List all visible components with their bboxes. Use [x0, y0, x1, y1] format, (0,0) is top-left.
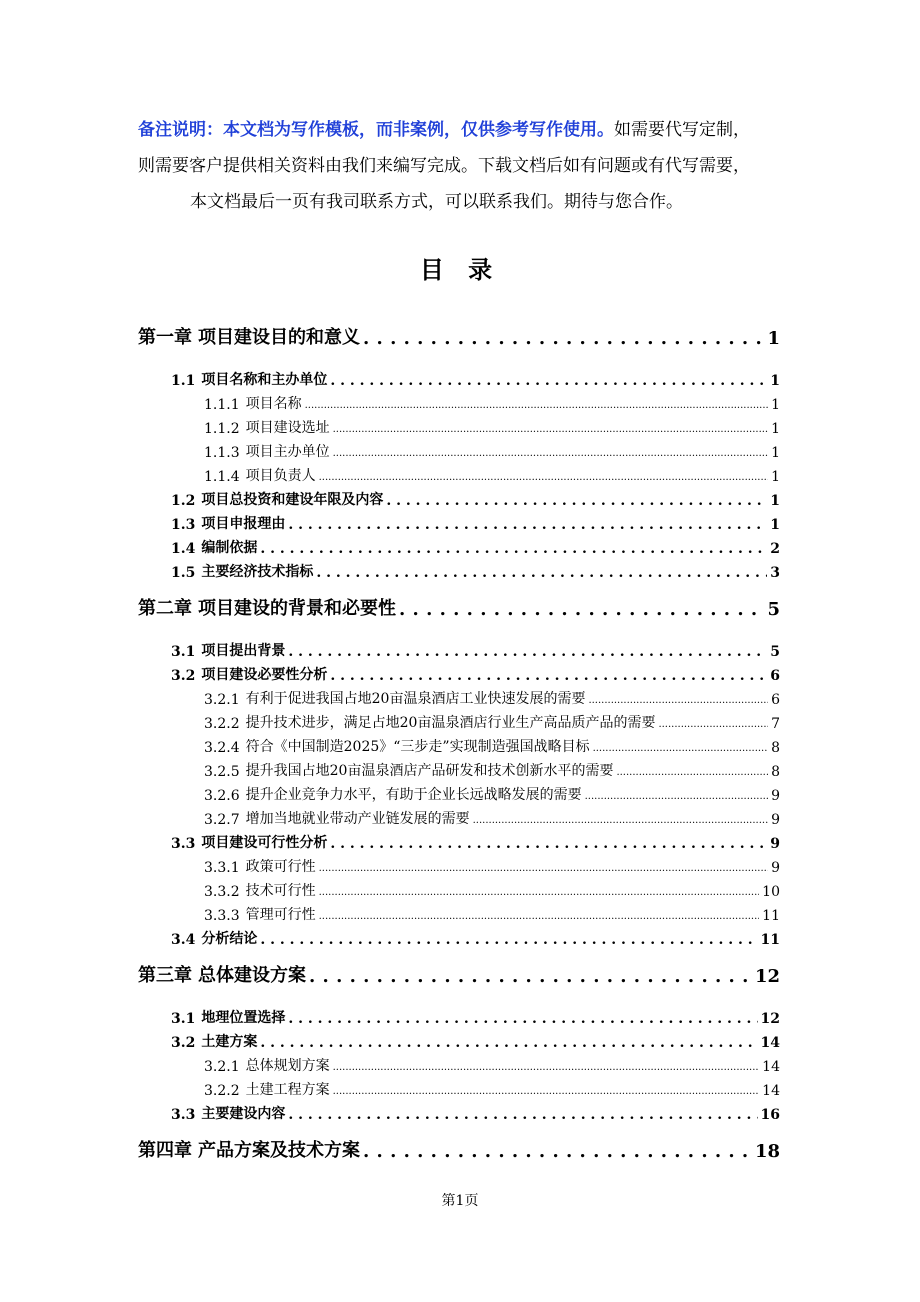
toc-leader-dots: [473, 814, 768, 828]
toc-entry-title: 项目负责人: [245, 468, 316, 484]
toc-entry-title: 提升技术进步，满足占地20亩温泉酒店行业生产高品质产品的需要: [245, 715, 656, 731]
toc-entry[interactable]: [171, 1007, 780, 1027]
toc-entry-page: 12: [754, 966, 780, 987]
toc-entry-page: 1: [771, 421, 780, 437]
toc-entry[interactable]: [138, 325, 780, 349]
toc-entry-title: 有利于促进我国占地20亩温泉酒店工业快速发展的需要: [245, 691, 586, 707]
toc-leader-dots: [316, 565, 767, 581]
toc-entry-number: 3.2.7: [204, 812, 240, 828]
toc-entry-number: 3.1: [171, 1011, 196, 1027]
toc-entry-number: 3.3.1: [204, 860, 240, 876]
toc-entry-page: 8: [771, 764, 780, 780]
toc-entry-page: 1: [770, 373, 780, 389]
toc-entry-page: 8: [771, 740, 780, 756]
template-notice: [138, 112, 788, 220]
toc-entry[interactable]: [171, 1031, 780, 1051]
toc-entry-title: 符合《中国制造2025》“三步走”实现制造强国战略目标: [245, 739, 590, 755]
notice-line-2: 则需要客户提供相关资料由我们来编写完成。下载文档后如有问题或有代写需要，: [138, 156, 750, 176]
toc-entry-number: 1.5: [171, 565, 196, 581]
toc-leader-dots: [288, 1011, 757, 1027]
toc-entry-page: 1: [771, 469, 780, 485]
toc-entry[interactable]: [204, 904, 780, 924]
toc-leader-dots: [330, 373, 767, 389]
toc-entry-number: 3.3: [171, 836, 196, 852]
toc-entry[interactable]: [204, 760, 780, 780]
toc-entry-title: 地理位置选择: [201, 1010, 286, 1026]
toc-entry[interactable]: [171, 369, 780, 389]
toc-leader-dots: [333, 423, 768, 437]
toc-entry-number: 3.2: [171, 668, 196, 684]
toc-entry-number: 1.2: [171, 493, 196, 509]
toc-entry-page: 10: [762, 884, 780, 900]
toc-entry[interactable]: [171, 640, 780, 660]
toc-entry-page: 5: [767, 599, 780, 620]
toc-entry-title: 增加当地就业带动产业链发展的需要: [245, 811, 470, 827]
toc-entry[interactable]: [204, 712, 780, 732]
toc-entry-number: 3.3: [171, 1107, 196, 1123]
toc-entry-page: 9: [771, 812, 780, 828]
toc-entry-number: 3.2.2: [204, 1083, 240, 1099]
toc-entry[interactable]: [204, 417, 780, 437]
toc-entry[interactable]: [171, 489, 780, 509]
toc-entry-number: 第四章: [138, 1140, 192, 1161]
toc-leader-dots: [588, 694, 768, 708]
toc-entry-number: 3.4: [171, 932, 196, 948]
toc-entry-page: 16: [760, 1107, 780, 1123]
toc-entry[interactable]: [204, 808, 780, 828]
toc-entry[interactable]: [204, 688, 780, 708]
toc-entry-page: 11: [760, 932, 780, 948]
toc-leader-dots: [593, 742, 769, 756]
toc-entry-number: 1.1.4: [204, 469, 240, 485]
toc-entry-title: 总体建设方案: [198, 965, 306, 986]
toc-leader-dots: [330, 668, 767, 684]
toc-entry-page: 11: [762, 908, 780, 924]
toc-entry-title: 项目申报理由: [201, 516, 286, 532]
toc-entry-page: 14: [762, 1083, 780, 1099]
toc-entry-title: 项目名称: [245, 396, 302, 412]
toc-entry-number: 1.1.3: [204, 445, 240, 461]
toc-entry[interactable]: [204, 784, 780, 804]
toc-entry-page: 9: [770, 836, 780, 852]
toc-leader-dots: [288, 1107, 757, 1123]
toc-entry-number: 第二章: [138, 598, 192, 619]
notice-line-1: [138, 112, 788, 148]
toc-entry-title: 项目建设目的和意义: [198, 327, 360, 348]
toc-leader-dots: [333, 1085, 760, 1099]
toc-entry-page: 1: [767, 328, 780, 349]
toc-entry-page: 1: [771, 445, 780, 461]
toc-entry[interactable]: [204, 393, 780, 413]
toc-entry-page: 2: [770, 541, 780, 557]
toc-entry-title: 项目建设必要性分析: [201, 667, 328, 683]
toc-entry-number: 1.1: [171, 373, 196, 389]
toc-entry-title: 总体规划方案: [245, 1058, 330, 1074]
toc-entry[interactable]: [171, 928, 780, 948]
toc-entry-page: 6: [770, 668, 780, 684]
toc-entry-page: 5: [770, 644, 780, 660]
toc-entry-number: 3.2.5: [204, 764, 240, 780]
toc-leader-dots: [333, 1061, 760, 1075]
toc-leader-dots: [363, 328, 764, 349]
toc-leader-dots: [288, 644, 767, 660]
toc-entry-title: 编制依据: [201, 540, 258, 556]
toc-leader-dots: [658, 718, 768, 732]
toc-entry-title: 土建方案: [201, 1034, 258, 1050]
toc-entry[interactable]: [204, 441, 780, 461]
toc-entry-number: 3.3.3: [204, 908, 240, 924]
toc-entry-title: 技术可行性: [245, 883, 316, 899]
toc-entry-number: 1.3: [171, 517, 196, 533]
toc-entry-number: 1.1.2: [204, 421, 240, 437]
toc-entry-page: 9: [771, 860, 780, 876]
toc-entry-title: 提升我国占地20亩温泉酒店产品研发和技术创新水平的需要: [245, 763, 614, 779]
toc-entry-number: 第一章: [138, 327, 192, 348]
toc-leader-dots: [585, 790, 768, 804]
toc-entry-number: 第三章: [138, 965, 192, 986]
notice-line-1-rest: 如需要代写定制，: [614, 120, 750, 140]
toc-entry-title: 管理可行性: [245, 907, 316, 923]
toc-entry-page: 6: [771, 692, 780, 708]
toc-entry-title: 提升企业竞争力水平，有助于企业长远战略发展的需要: [245, 787, 582, 803]
toc-entry-number: 3.1: [171, 644, 196, 660]
toc-entry-number: 3.2.4: [204, 740, 240, 756]
toc-entry-page: 9: [771, 788, 780, 804]
toc-entry-page: 3: [770, 565, 780, 581]
toc-entry-number: 3.2: [171, 1035, 196, 1051]
toc-leader-dots: [616, 766, 768, 780]
toc-leader-dots: [330, 836, 767, 852]
toc-entry[interactable]: [138, 596, 780, 620]
toc-entry-page: 7: [771, 716, 780, 732]
page-footer: 第1页: [441, 1193, 479, 1209]
toc-entry-title: 项目建设的背景和必要性: [198, 598, 396, 619]
toc-leader-dots: [288, 517, 767, 533]
toc-entry[interactable]: [138, 1138, 780, 1162]
toc-entry-page: 18: [754, 1141, 780, 1162]
toc-entry-title: 项目总投资和建设年限及内容: [201, 492, 384, 508]
notice-line-3: 本文档最后一页有我司联系方式，可以联系我们。期待与您合作。: [190, 192, 683, 212]
toc-leader-dots: [319, 910, 760, 924]
toc-entry-title: 主要经济技术指标: [201, 564, 314, 580]
toc-leader-dots: [260, 1035, 757, 1051]
toc-entry[interactable]: [138, 963, 780, 987]
toc-entry-title: 项目提出背景: [201, 643, 286, 659]
toc-leader-dots: [386, 493, 767, 509]
toc-entry-title: 项目建设可行性分析: [201, 835, 328, 851]
toc-entry-number: 1.4: [171, 541, 196, 557]
toc-leader-dots: [260, 932, 757, 948]
toc-entry-page: 1: [770, 493, 780, 509]
toc-entry-number: 3.3.2: [204, 884, 240, 900]
toc-leader-dots: [319, 886, 760, 900]
toc-entry[interactable]: [204, 880, 780, 900]
toc-entry[interactable]: [171, 1103, 780, 1123]
toc-leader-dots: [333, 447, 768, 461]
toc-entry[interactable]: [204, 1055, 780, 1075]
toc-entry-title: 项目建设选址: [245, 420, 330, 436]
toc-entry[interactable]: [171, 537, 780, 557]
toc-entry[interactable]: [204, 736, 780, 756]
toc-entry-page: 12: [760, 1011, 780, 1027]
toc-entry[interactable]: [171, 664, 780, 684]
toc-entry-number: 3.2.1: [204, 1059, 240, 1075]
toc-entry-page: 1: [770, 517, 780, 533]
toc-entry[interactable]: [171, 832, 780, 852]
toc-entry-page: 14: [760, 1035, 780, 1051]
toc-title: 目 录: [419, 255, 501, 284]
toc-entry-title: 政策可行性: [245, 859, 316, 875]
toc-entry[interactable]: [171, 561, 780, 581]
toc-entry-title: 项目主办单位: [245, 444, 330, 460]
toc-entry-title: 分析结论: [201, 931, 258, 947]
toc-entry-number: 3.2.6: [204, 788, 240, 804]
toc-entry-page: 14: [762, 1059, 780, 1075]
notice-highlight: 备注说明：本文档为写作模板，而非案例，仅供参考写作使用。: [138, 120, 614, 140]
toc-entry[interactable]: [171, 513, 780, 533]
toc-entry[interactable]: [204, 856, 780, 876]
toc-leader-dots: [309, 966, 752, 987]
toc-entry[interactable]: [204, 465, 780, 485]
toc-leader-dots: [319, 862, 768, 876]
toc-leader-dots: [305, 399, 768, 413]
toc-entry-number: 3.2.2: [204, 716, 240, 732]
toc-entry-number: 1.1.1: [204, 397, 240, 413]
toc-entry-number: 3.2.1: [204, 692, 240, 708]
toc-entry-title: 产品方案及技术方案: [198, 1140, 360, 1161]
toc-entry[interactable]: [204, 1079, 780, 1099]
toc-entry-title: 主要建设内容: [201, 1106, 286, 1122]
toc-leader-dots: [319, 471, 768, 485]
toc-entry-title: 土建工程方案: [245, 1082, 330, 1098]
toc-leader-dots: [363, 1141, 752, 1162]
toc-entry-page: 1: [771, 397, 780, 413]
toc-entry-title: 项目名称和主办单位: [201, 372, 328, 388]
toc-leader-dots: [399, 599, 764, 620]
toc-leader-dots: [260, 541, 767, 557]
